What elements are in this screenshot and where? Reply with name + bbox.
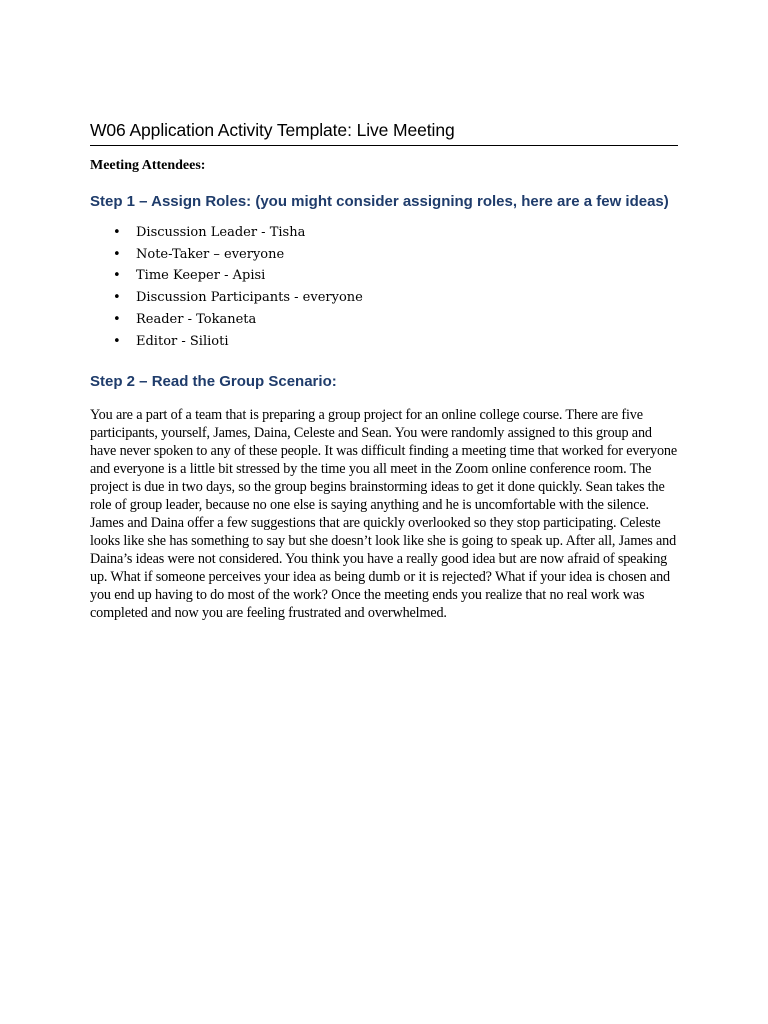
bullet-icon: • [113, 225, 121, 240]
roles-list [90, 222, 678, 352]
document-title: W06 Application Activity Template: Live Meeting [90, 118, 678, 146]
bullet-icon: • [113, 311, 121, 327]
document-page [90, 118, 678, 622]
bullet-icon: • [113, 246, 121, 262]
list-item [90, 222, 678, 244]
step2-heading: Step 2 – Read the Group Scenario: [90, 373, 337, 391]
role-text: Editor - Silioti [136, 333, 229, 349]
meeting-attendees-label: Meeting Attendees: [90, 158, 206, 173]
bullet-icon: • [113, 290, 121, 306]
bullet-icon: • [113, 333, 121, 349]
list-item [90, 287, 678, 309]
bullet-icon: • [113, 268, 121, 284]
list-item [90, 309, 678, 331]
list-item [90, 265, 678, 287]
role-text: Time Keeper - Apisi [136, 268, 266, 284]
role-text: Discussion Participants - everyone [136, 290, 363, 306]
step1-heading: Step 1 – Assign Roles: (you might consider assigning roles, here are a few ideas) [90, 193, 669, 210]
role-text: Note-Taker – everyone [136, 246, 285, 262]
role-text: Reader - Tokaneta [136, 311, 257, 327]
list-item [90, 244, 678, 266]
list-item [90, 331, 678, 353]
role-text: Discussion Leader - Tisha [136, 225, 306, 240]
scenario-paragraph: You are a part of a team that is preparing a group project for an online college course. There are five participants, yourself, James, Daina, Celeste and Sean. You were randomly assigned to this group and have never spoken to any of these people. It was difficult finding a meeting time that worked for everyone and everyone is a little bit stressed by the time you all meet in the Zoom online conference room. The project is due in two days, so the group begins brainstorming ideas to get it done quickly. Sean takes the role of group leader, because no one else is saying anything and he is uncomfortable with the silence. James and Daina offer a few suggestions that are quickly overlooked so they stop participating. Celeste looks like she has something to say but she doesn’t look like she is going to speak up. After all, James and Daina’s ideas were not considered. You think you have a really good idea but are now afraid of speaking up. What if someone perceives your idea as being dumb or it is rejected? What if your idea is chosen and you end up having to do most of the work? Once the meeting ends you realize that no real work was completed and now you are feeling frustrated and overwhelmed. [90, 407, 678, 622]
